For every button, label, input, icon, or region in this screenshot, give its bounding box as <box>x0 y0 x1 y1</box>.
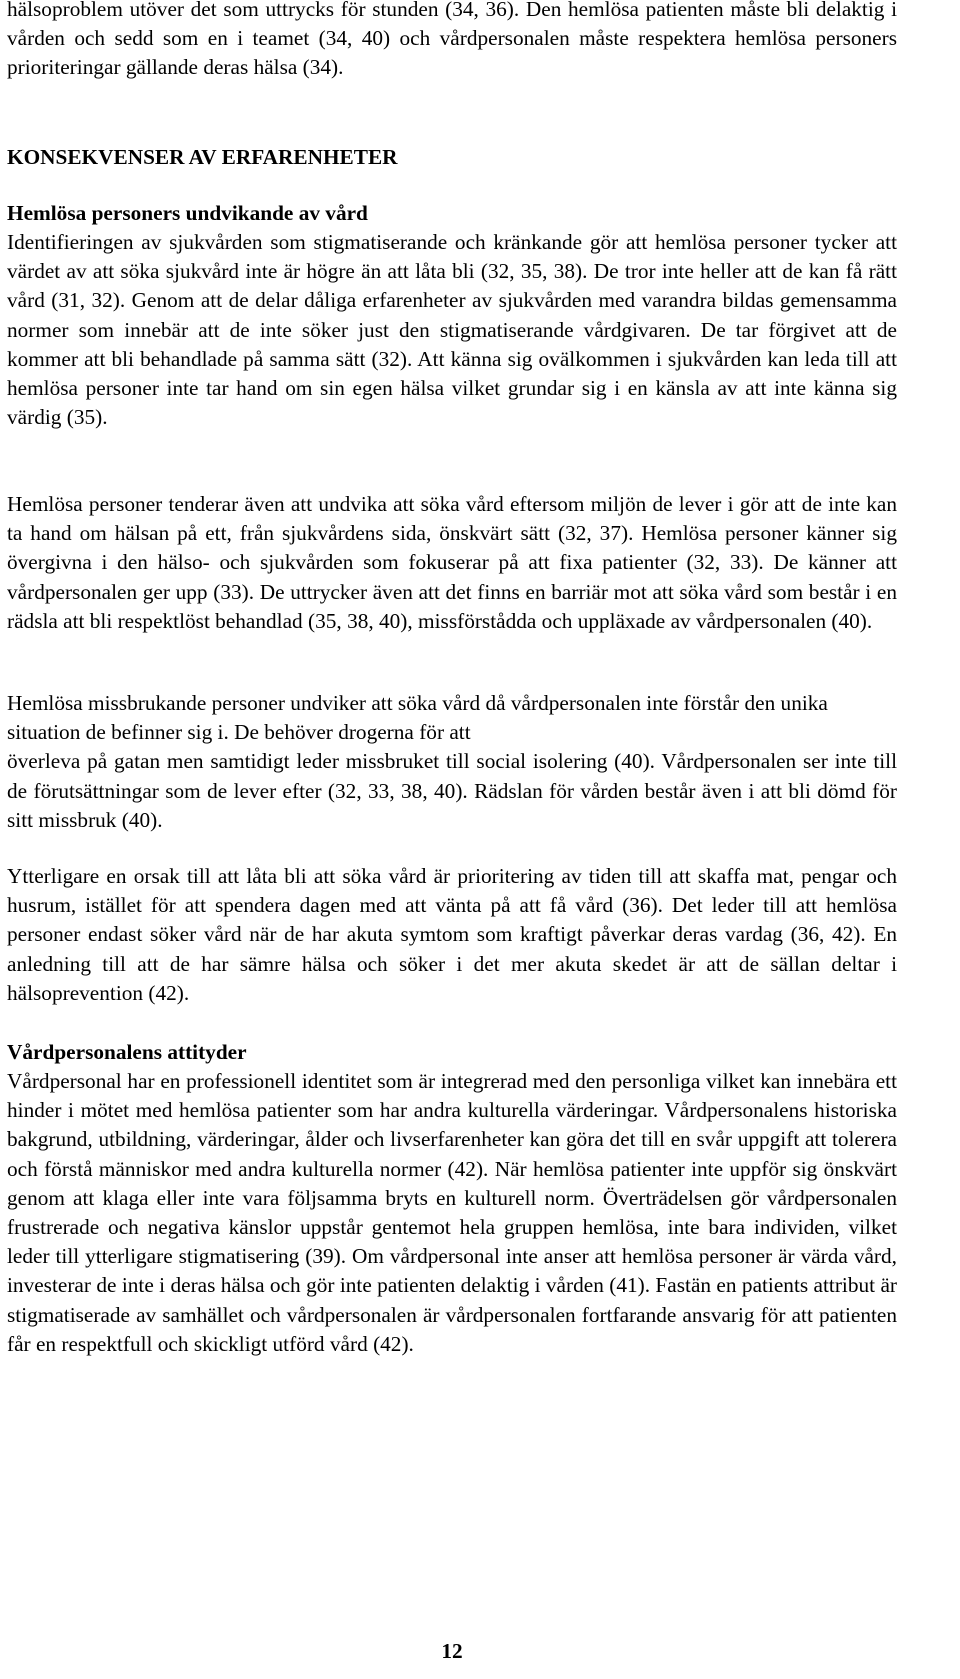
section-heading: KONSEKVENSER AV ERFARENHETER <box>7 145 398 169</box>
paragraph-3-rest: överleva på gatan men samtidigt leder missbruket till social isolering (40). Vårdpersonalen ser inte till de förutsättningar som de lever efter (32, 33, 38, 40). Rädslan för vården består även i att bli dömd för sitt missbruk (40). <box>7 749 897 832</box>
paragraph-1: Identifieringen av sjukvården som stigmatiserande och kränkande gör att hemlösa personer tycker att värdet av att söka sjukvård inte är högre än att låta bli (32, 35, 38). De tror inte heller att de kan få rätt vård (31, 32). Genom att de delar dåliga erfarenheter av sjukvården med varandra bildas gemensamma normer som innebär att de inte söker just den stigmatiserande vårdgivaren. De tar förgivet att de kommer att bli behandlade på samma sätt (32). Att känna sig ovälkommen i sjukvården kan leda till att hemlösa personer inte tar hand om sin egen hälsa vilket grundar sig i en känsla av att inte känna sig värdig (35). <box>7 230 897 430</box>
page-number: 12 <box>441 1639 463 1663</box>
paragraph-5: Vårdpersonal har en professionell identitet som är integrerad med den personliga vilket kan innebära ett hinder i mötet med hemlösa patienter som har andra kulturella värderingar. Vårdpersonalens historiska bakgrund, utbildning, värderingar, ålder och livserfarenheter kan göra det till en svår uppgift att tolerera och förstå människor med andra kulturella normer (42). När hemlösa patienter inte uppför sig önskvärt genom att klaga eller inte vara följsamma bryts en kulturell norm. Överträdelsen gör vårdpersonalen frustrerade och negativa känslor uppstår gentemot hela gruppen hemlösa, inte bara individen, vilket leder till ytterligare stigmatisering (39). Om vårdpersonal inte anser att hemlösa personer är värda vård, investerar de inte i deras hälsa och gör inte patienten delaktig i vården (41). Fastän en patients attribut är stigmatiserade av samhället och vårdpersonalen är vårdpersonalen fortfarande ansvarig för att patienten får en respektfull och skickligt utförd vård (42). <box>7 1069 897 1356</box>
paragraph-3 <box>7 689 897 835</box>
paragraph-4: Ytterligare en orsak till att låta bli att söka vård är prioritering av tiden till att skaffa mat, pengar och husrum, istället för att spendera dagen med att vänta på att få vård (36). Det leder till att hemlösa personer endast söker vård när de har akuta symtom som kraftigt påverkar deras vardag (36, 42). En anledning till att de har sämre hälsa och söker i det mer akuta skedet är att de sällan deltar i hälsoprevention (42). <box>7 864 897 1005</box>
subheading-attitudes: Vårdpersonalens attityder <box>7 1040 247 1064</box>
paragraph-3-line-1: Hemlösa missbrukande personer undviker att söka vård då vårdpersonalen inte förstår den unika situation de befinner sig i. De behöver drogerna för att <box>7 691 828 745</box>
intro-paragraph: hälsoproblem utöver det som uttrycks för stunden (34, 36). Den hemlösa patienten måste bli delaktig i vården och sedd som en i teamet (34, 40) och vårdpersonalen måste respektera hemlösa personers prioriteringar gällande deras hälsa (34). <box>7 0 897 80</box>
paragraph-2: Hemlösa personer tenderar även att undvika att söka vård eftersom miljön de lever i gör att de inte kan ta hand om hälsan på ett, från sjukvårdens sida, önskvärt sätt (32, 37). Hemlösa personer känner sig övergivna i den hälso- och sjukvården som fokuserar på att fixa patienter (32, 33). De känner att vårdpersonalen ger upp (33). De uttrycker även att det finns en barriär mot att söka vård som består i en rädsla att bli respektlöst behandlad (35, 38, 40), missförstådda och uppläxade av vårdpersonalen (40). <box>7 492 897 633</box>
subheading-avoidance: Hemlösa personers undvikande av vård <box>7 201 368 225</box>
